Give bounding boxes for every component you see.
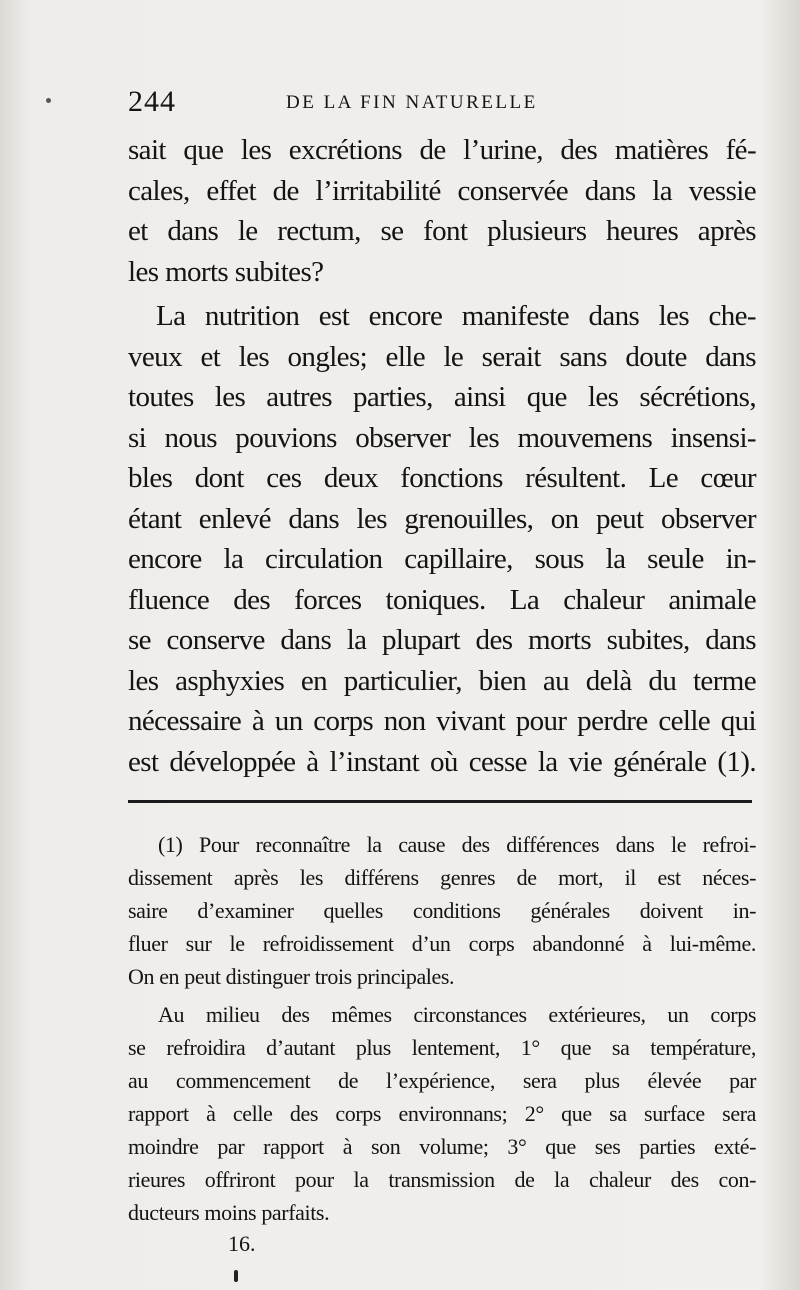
page-header: [128, 84, 756, 120]
text-line: les asphyxies en particulier, bien au delà du terme: [128, 664, 756, 697]
footnote-rule: [128, 800, 752, 803]
text-line: encore la circulation capillaire, sous la seule in-: [128, 543, 756, 575]
footnote-line: moindre par rapport à son volume; 3° que ses parties exté-: [128, 1134, 756, 1159]
footnote-line: Au milieu des mêmes circonstances extérieures, un corps: [158, 1002, 756, 1027]
paragraph-2: [128, 296, 756, 782]
text-line: fluence des forces toniques. La chaleur animale: [128, 583, 756, 616]
text-line: sait que les excrétions de l’urine, des matières fé-: [128, 134, 756, 166]
footnote-paragraph-1: [128, 828, 756, 993]
text-line: toutes les autres parties, ainsi que les sécrétions,: [128, 381, 756, 413]
text-line: La nutrition est encore manifeste dans les che-: [156, 300, 756, 332]
text-line: est développée à l’instant où cesse la vie générale (1).: [128, 745, 756, 778]
footnote-line: (1) Pour reconnaître la cause des différences dans le refroi-: [158, 832, 756, 857]
paragraph-1: [128, 130, 756, 292]
footnote-line: rieures offriront pour la transmission de la chaleur des con-: [128, 1167, 756, 1192]
footnote-line: saire d’examiner quelles conditions générales doivent in-: [128, 898, 756, 923]
signature-mark: 16.: [228, 1231, 256, 1256]
text-line: se conserve dans la plupart des morts subites, dans: [128, 624, 756, 656]
running-head: DE LA FIN NATURELLE: [286, 92, 538, 113]
footnote-line: dissement après les différens genres de mort, il est néces-: [128, 865, 756, 890]
footnote-line: On en peut distinguer trois principales.: [128, 964, 455, 989]
main-text: [128, 130, 756, 782]
footnote-line: rapport à celle des corps environnans; 2° que sa surface sera: [128, 1101, 756, 1126]
text-line: si nous pouvions observer les mouvemens insensi-: [128, 421, 756, 454]
ink-speck: [46, 98, 51, 103]
text-line: nécessaire à un corps non vivant pour perdre celle qui: [128, 705, 756, 737]
footnote-line: fluer sur le refroidissement d’un corps abandonné à lui-même.: [128, 931, 756, 956]
footnote-paragraph-2: [128, 998, 756, 1229]
text-line: et dans le rectum, se font plusieurs heures après: [128, 215, 756, 247]
text-line: bles dont ces deux fonctions résultent. Le cœur: [128, 462, 756, 494]
text-line: cales, effet de l’irritabilité conservée dans la vessie: [128, 174, 756, 207]
text-line: étant enlevé dans les grenouilles, on peut observer: [128, 502, 756, 535]
footnote-line: au commencement de l’expérience, sera plus élevée par: [128, 1068, 756, 1093]
ink-mark: [234, 1270, 238, 1282]
footnote-line: se refroidira d’autant plus lentement, 1° que sa température,: [128, 1035, 756, 1060]
footnote-line: ducteurs moins parfaits.: [128, 1200, 330, 1225]
footnote: [128, 828, 756, 1229]
text-line: veux et les ongles; elle le serait sans doute dans: [128, 340, 756, 373]
page-number: 244: [128, 85, 176, 118]
text-line: les morts subites?: [128, 255, 324, 288]
